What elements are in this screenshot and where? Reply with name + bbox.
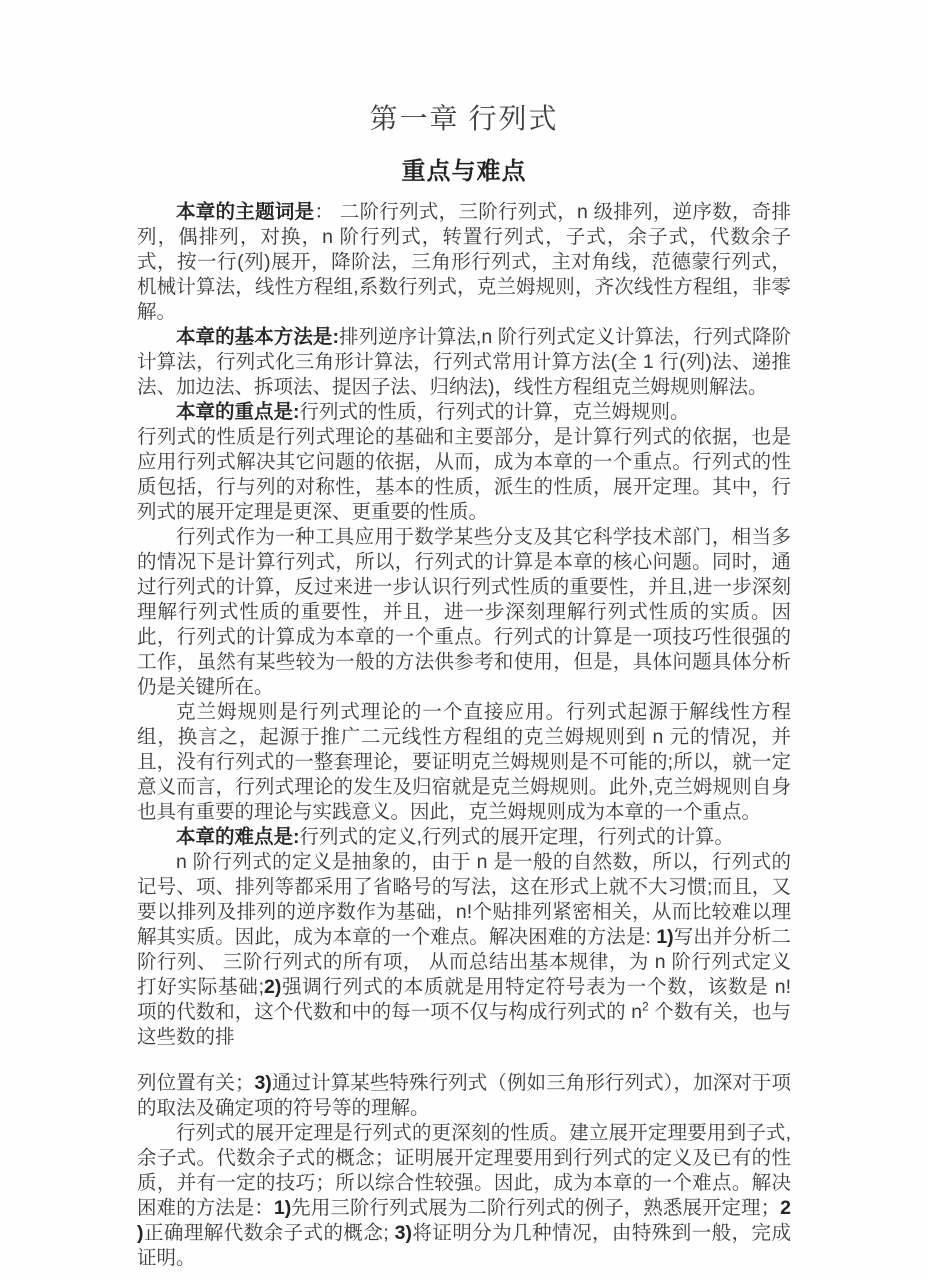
bold-text-run: 本章的难点是:: [176, 826, 300, 848]
superscript-run: 2: [642, 999, 649, 1014]
paragraph: [137, 825, 791, 850]
paragraph: [137, 325, 791, 400]
text-run: 克兰姆规则是行列式理论的一个直接应用。行列式起源于解线性方程组，换言之，起源于推广二元线性方程组的克兰姆规则到 n 元的情况，并且，没有行列式的一整套理论，要证明克兰姆规则是不可能的;所以，就一定意义而言，行列式理论的发生及归宿就是克兰姆规则。此外,克兰姆规则自身也具有重要的理论与实践意义。因此，克兰姆规则成为本章的一个重点。: [137, 701, 791, 823]
text-run: 行列式作为一种工具应用于数学某些分支及其它科学技术部门，相当多的情况下是计算行列式，所以，行列式的计算是本章的核心问题。同时，通过行列式的计算，反过来进一步认识行列式性质的重要性，并且,进一步深刻理解行列式性质的重要性，并且，进一步深刻理解行列式性质的实质。因此，行列式的计算成为本章的一个重点。行列式的计算是一项技巧性很强的工作，虽然有某些较为一般的方法供参考和使用，但是，具体问题具体分析仍是关键所在。: [137, 526, 791, 698]
paragraph: [137, 200, 791, 325]
bold-text-run: 1): [656, 926, 674, 948]
text-run: 写出并分析二阶行列、 三阶行列式的所有项， 从而总结出基本规律，为 n 阶行列式定义打好实际基础;: [137, 926, 791, 998]
bold-text-run: 2): [264, 976, 282, 998]
text-run: 排列逆序计算法,n 阶行列式定义计算法，行列式降阶计算法，行列式化三角形计算法，行列式常用计算方法(全 1 行(列)法、递推法、加边法、拆项法、提因子法、归纳法)，线性方程组克兰姆规则解法。: [137, 326, 791, 398]
text-run: ： 二阶行列式，三阶行列式，n 级排列，逆序数，奇排列，偶排列，对换，n 阶行列式，转置行列式，子式，余子式，代数余子式，按一行(列)展开，降阶法，三角形行列式，主对角线，范德蒙行列式，机械计算法，线性方程组,系数行列式，克兰姆规则，齐次线性方程组，非零解。: [137, 201, 791, 323]
paragraph: [137, 1121, 791, 1271]
paragraph: [137, 425, 791, 525]
text-run: 强调行列式的本质就是用特定符号表为一个数，该数是 n! 项的代数和，这个代数和中的每一项不仅与构成行列式的 n: [137, 976, 792, 1023]
text-run: 正确理解代数余子式的概念;: [143, 1222, 395, 1244]
paragraph: [137, 525, 791, 700]
text-run: 先用三阶行列式展为二阶行列式的例子，熟悉展开定理；: [291, 1197, 781, 1219]
bold-text-run: 本章的重点是:: [176, 401, 300, 423]
text-run: 列位置有关；: [137, 1072, 255, 1094]
bold-text-run: 2 ): [137, 1197, 791, 1244]
chapter-title: 第一章 行列式: [369, 104, 559, 135]
text-run: 行列式的展开定理是行列式的更深刻的性质。建立展开定理要用到子式,余子式。代数余子式的概念；证明展开定理要用到行列式的定义及已有的性质，并有一定的技巧；所以综合性较强。因此，成为本章的一个难点。解决困难的方法是：: [137, 1122, 791, 1219]
paragraph: [137, 400, 791, 425]
text-run: 通过计算某些特殊行列式（例如三角形行列式），加深对于项的取法及确定项的符号等的理解。: [137, 1072, 791, 1119]
paragraph: [137, 700, 791, 825]
bold-text-run: 1): [273, 1197, 292, 1219]
section-heading: 重点与难点: [401, 158, 527, 185]
text-run: 个数有关，也与这些数的排: [137, 1001, 791, 1048]
text-run: 行列式的性质是行列式理论的基础和主要部分，是计算行列式的依据，也是应用行列式解决其它问题的依据，从而，成为本章的一个重点。行列式的性质包括，行与列的对称性，基本的性质，派生的性质，展开定理。其中，行列式的展开定理是更深、更重要的性质。: [137, 426, 791, 523]
bold-text-run: 本章的主题词是: [176, 201, 315, 223]
paragraph: [137, 850, 791, 1050]
text-run: 行列式的性质，行列式的计算，克兰姆规则。: [299, 401, 690, 423]
bold-text-run: 3): [254, 1072, 272, 1094]
text-run: 将证明分为几种情况，由特殊到一般，完成证明。: [137, 1222, 791, 1269]
document-body: [137, 200, 791, 1271]
bold-text-run: 3): [394, 1222, 412, 1244]
bold-text-run: 本章的基本方法是:: [176, 326, 339, 348]
text-run: 行列式的定义,行列式的展开定理，行列式的计算。: [299, 826, 734, 848]
text-run: n 阶行列式的定义是抽象的，由于 n 是一般的自然数，所以，行列式的记号、项、排列等都采用了省略号的写法，这在形式上就不大习惯;而且，又要以排列及排列的逆序数作为基础，n!个贴排列紧密相关，从而比较难以理解其实质。因此，成为本章的一个难点。解决困难的方法是:: [137, 851, 791, 948]
paragraph: [137, 1071, 791, 1121]
